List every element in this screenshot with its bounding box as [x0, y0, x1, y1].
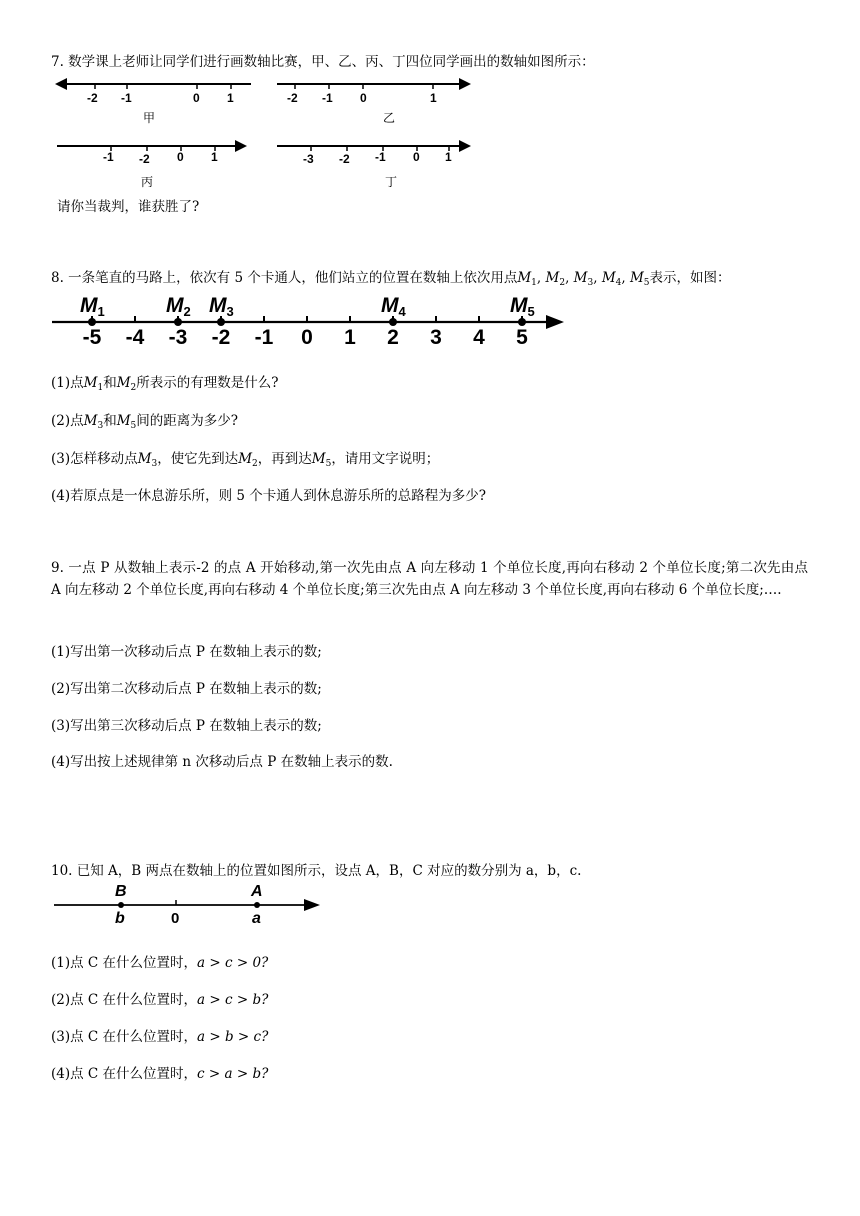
- label-B: B: [115, 883, 127, 900]
- tick-label: 0: [301, 326, 313, 349]
- tick-label: -2: [287, 91, 298, 105]
- expr: a > b > c?: [197, 1029, 269, 1045]
- point-label: M2: [166, 294, 191, 319]
- q8-sub3: (3)怎样移动点$M_3$，使它先到达$M_2$，再到达$M_5$，请用文字说明；: [51, 451, 440, 469]
- tick-label: 1: [445, 150, 452, 164]
- q8-stem-a: 8. 一条笔直的马路上，依次有 5 个卡通人，他们站立的位置在数轴上依次用点: [51, 270, 518, 286]
- tick-label: 3: [430, 326, 442, 349]
- tick-label: -1: [375, 150, 386, 164]
- text: ，请用文字说明；: [331, 451, 440, 467]
- text: (2)点: [51, 413, 84, 429]
- label-a: a: [252, 910, 261, 927]
- tick-label: 0: [413, 150, 420, 164]
- tick-label: -3: [168, 326, 188, 349]
- axis-name: 丙: [141, 175, 154, 189]
- q9-sub4: (4)写出按上述规律第 n 次移动后点 P 在数轴上表示的数.: [51, 754, 393, 770]
- q10-number-line: [54, 880, 324, 930]
- point-dot: [389, 318, 397, 326]
- tick-label: -1: [103, 150, 114, 164]
- text: (3)怎样移动点: [51, 451, 138, 467]
- tick-label: 1: [430, 91, 437, 105]
- text: 所表示的有理数是什么?: [136, 375, 279, 391]
- text: ，再到达: [257, 451, 312, 467]
- tick-label: 0: [360, 91, 367, 105]
- tick-label: 4: [473, 326, 485, 349]
- label-b: b: [115, 910, 125, 927]
- q10-sub1: [51, 953, 268, 973]
- tick-label: 1: [227, 91, 234, 105]
- point-dot: [518, 318, 526, 326]
- axis-name: 乙: [383, 111, 396, 125]
- text: (4)点 C 在什么位置时，: [51, 1066, 198, 1082]
- q9-stem: 9. 一点 P 从数轴上表示-2 的点 A 开始移动,第一次先由点 A 向左移动 1 个单位长度,再向右移动 2 个单位长度;第二次先由点 A 向左移动 2 个单位长度,再向右移动 4 个单位长度;第三次先由点 A 向左移动 3 个单位长度,再向右移动 6 个单位长度;….: [51, 560, 808, 598]
- text: 和: [103, 375, 117, 391]
- axis-name: 甲: [143, 111, 156, 125]
- q10-sub4: [51, 1064, 268, 1084]
- q10-sub2: [51, 990, 268, 1010]
- expr: c > a > b?: [197, 1066, 269, 1082]
- point-label: M3: [209, 294, 234, 319]
- tick-label: 0: [177, 150, 184, 164]
- expr: a > c > b?: [197, 992, 269, 1008]
- q8-stem-b: 表示，如图：: [649, 270, 731, 286]
- point-label: M5: [510, 294, 535, 319]
- text: 和: [103, 413, 117, 429]
- tick-label: 0: [193, 91, 200, 105]
- tick-label: -2: [87, 91, 98, 105]
- q8-sub2: (2)点$M_3$和$M_5$间的距离为多少?: [51, 413, 238, 431]
- q9-sub2: (2)写出第二次移动后点 P 在数轴上表示的数;: [51, 681, 322, 697]
- q9-sub1: (1)写出第一次移动后点 P 在数轴上表示的数;: [51, 644, 322, 660]
- point-label: M1: [80, 294, 105, 319]
- tick-label: -5: [82, 326, 102, 349]
- q10-stem: 10. 已知 A，B 两点在数轴上的位置如图所示，设点 A，B，C 对应的数分别为 a，b，c.: [51, 863, 582, 879]
- text: (1)点: [51, 375, 84, 391]
- q7-axis-bing: [57, 134, 257, 194]
- q10-sub3: [51, 1027, 268, 1047]
- q8-sub4: (4)若原点是一休息游乐所，则 5 个卡通人到休息游乐所的总路程为多少?: [51, 488, 487, 504]
- q7-stem: 7. 数学课上老师让同学们进行画数轴比赛，甲、乙、丙、丁四位同学画出的数轴如图所示：: [51, 54, 595, 70]
- tick-label: -4: [125, 326, 145, 349]
- tick-label: -2: [139, 152, 150, 166]
- text: ，使它先到达: [157, 451, 239, 467]
- q8-number-line: [52, 288, 572, 354]
- q7-axis-jia: [55, 72, 255, 132]
- label-A: A: [251, 883, 263, 900]
- text: (3)点 C 在什么位置时，: [51, 1029, 198, 1045]
- text: (2)点 C 在什么位置时，: [51, 992, 198, 1008]
- tick-label: -1: [322, 91, 333, 105]
- tick-label: 5: [516, 326, 528, 349]
- q7-axis-yi: [277, 72, 477, 132]
- tick-label: 1: [211, 150, 218, 164]
- expr: a > c > 0?: [197, 955, 269, 971]
- label-zero: 0: [171, 910, 180, 927]
- text: 间的距离为多少?: [136, 413, 238, 429]
- q7-axis-ding: [277, 134, 477, 194]
- tick-label: -3: [303, 152, 314, 166]
- q8-sub1: (1)点$M_1$和$M_2$所表示的有理数是什么?: [51, 375, 279, 393]
- q8-stem: 8. 一条笔直的马路上，依次有 5 个卡通人，他们站立的位置在数轴上依次用点$M_1$, $M_2$, $M_3$, $M_4$, $M_5$表示，如图：: [51, 270, 731, 288]
- tick-label: -1: [254, 326, 274, 349]
- q7-question: 请你当裁判，谁获胜了?: [57, 199, 200, 215]
- point-label: M4: [381, 294, 406, 319]
- tick-label: 2: [387, 326, 399, 349]
- point-dot: [217, 318, 225, 326]
- q9-sub3: (3)写出第三次移动后点 P 在数轴上表示的数;: [51, 718, 322, 734]
- tick-label: -2: [211, 326, 231, 349]
- point-dot: [174, 318, 182, 326]
- tick-label: -2: [339, 152, 350, 166]
- tick-label: 1: [344, 326, 356, 349]
- axis-name: 丁: [385, 175, 398, 189]
- tick-label: -1: [121, 91, 132, 105]
- text: (1)点 C 在什么位置时，: [51, 955, 198, 971]
- point-dot: [88, 318, 96, 326]
